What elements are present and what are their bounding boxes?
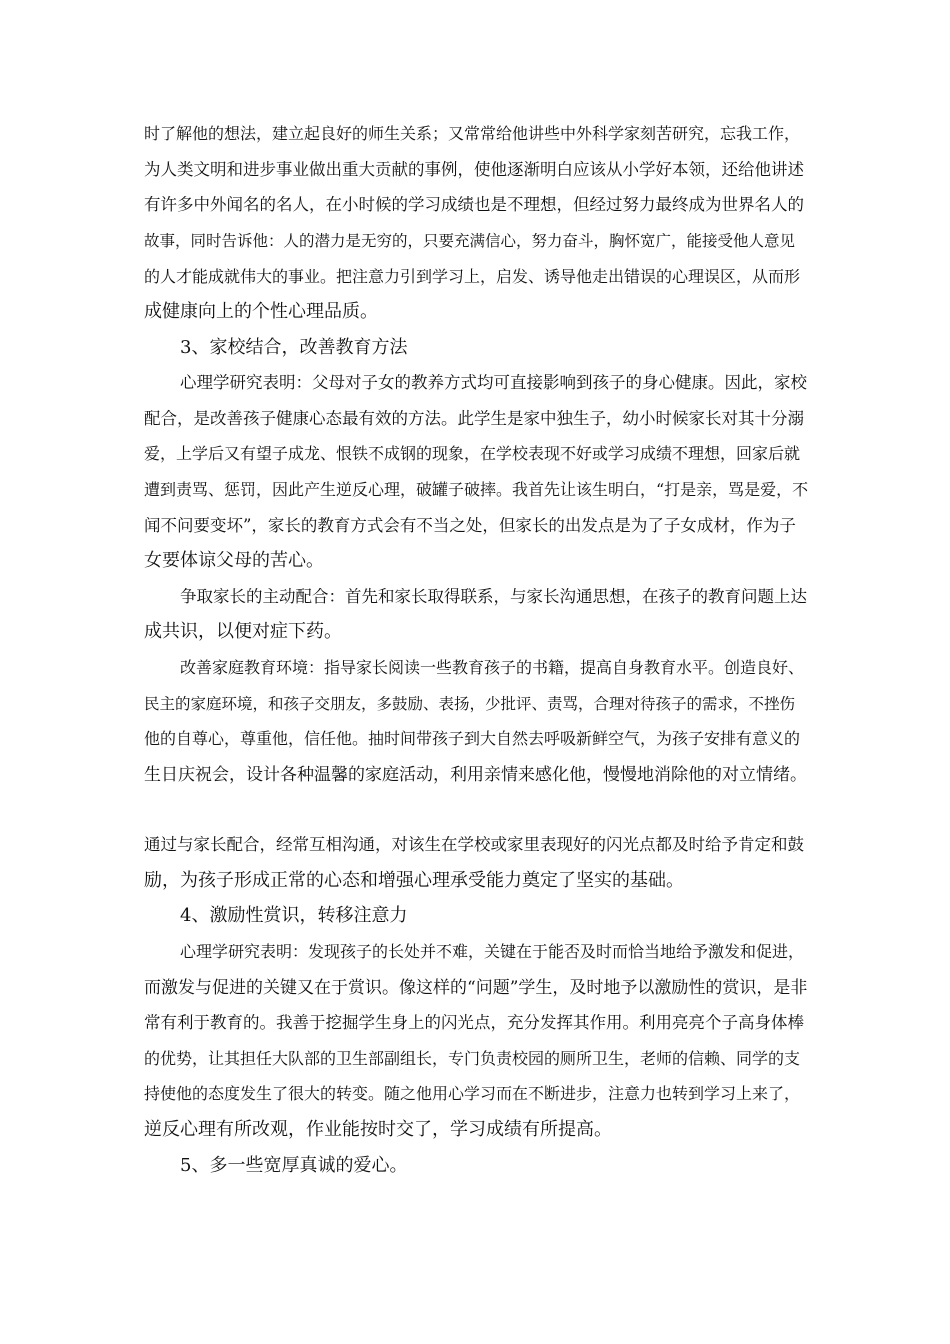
body-line: 的人才能成就伟大的事业。把注意力引到学习上，启发、诱导他走出错误的心理误区，从而形 xyxy=(144,267,801,286)
section-heading: 4、激励性赏识，转移注意力 xyxy=(180,905,408,926)
body-line: 有许多中外闻名的名人，在小时候的学习成绩也是不理想，但经过努力最终成为世界名人的 xyxy=(144,195,804,214)
body-line: 为人类文明和进步事业做出重大贡献的事例，使他逐渐明白应该从小学好本领，还给他讲述 xyxy=(144,160,804,179)
body-line: 闻不问要变坏”，家长的教育方式会有不当之处，但家长的出发点是为了子女成材，作为子 xyxy=(144,516,796,535)
body-line: 生日庆祝会，设计各种温馨的家庭活动，利用亲情来感化他，慢慢地消除他的对立情绪。 xyxy=(144,765,807,785)
body-line: 女要体谅父母的苦心。 xyxy=(144,550,324,571)
body-line: 成健康向上的个性心理品质。 xyxy=(144,301,378,322)
body-line: 持使他的态度发生了很大的转变。随之他用心学习而在不断进步，注意力也转到学习上来了， xyxy=(144,1084,801,1103)
body-line: 成共识，以便对症下药。 xyxy=(144,621,342,642)
body-line: 民主的家庭环境，和孩子交朋友，多鼓励、表扬，少批评、责骂，合理对待孩子的需求，不挫伤 xyxy=(144,695,796,713)
body-line: 励，为孩子形成正常的心态和增强心理承受能力奠定了坚实的基础。 xyxy=(144,870,684,891)
body-line: 常有利于教育的。我善于挖掘学生身上的闪光点，充分发挥其作用。利用亮亮个子高身体棒 xyxy=(144,1013,804,1032)
paragraph-first-line: 改善家庭教育环境：指导家长阅读一些教育孩子的书籍，提高自身教育水平。创造良好、 xyxy=(180,658,805,677)
body-line: 时了解他的想法，建立起良好的师生关系；又常常给他讲些中外科学家刻苦研究，忘我工作， xyxy=(144,124,801,143)
body-line: 而激发与促进的关键又在于赏识。像这样的“问题”学生，及时地予以激励性的赏识，是非 xyxy=(144,978,808,998)
body-line: 配合，是改善孩子健康心态最有效的方法。此学生是家中独生子，幼小时候家长对其十分溺 xyxy=(144,409,804,428)
body-line: 的优势，让其担任大队部的卫生部副组长，专门负责校园的厕所卫生，老师的信赖、同学的支 xyxy=(144,1049,801,1068)
section-heading: 5、多一些宽厚真诚的爱心。 xyxy=(180,1155,408,1176)
section-heading: 3、家校结合，改善教育方法 xyxy=(180,337,408,358)
paragraph-first-line: 心理学研究表明：父母对子女的教养方式均可直接影响到孩子的身心健康。因此，家校 xyxy=(180,373,807,392)
body-line: 逆反心理有所改观，作业能按时交了，学习成绩有所提高。 xyxy=(144,1119,612,1140)
body-line: 他的自尊心，尊重他，信任他。抽时间带孩子到大自然去呼吸新鲜空气，为孩子安排有意义的 xyxy=(144,729,801,748)
body-line: 爱，上学后又有望子成龙、恨铁不成钢的现象，在学校表现不好或学习成绩不理想，回家后就 xyxy=(144,444,801,463)
body-line: 通过与家长配合，经常互相沟通，对该生在学校或家里表现好的闪光点都及时给予肯定和鼓 xyxy=(144,835,804,854)
body-line: 故事，同时告诉他：人的潜力是无穷的，只要充满信心，努力奋斗，胸怀宽广，能接受他人意见 xyxy=(144,232,796,250)
paragraph-first-line: 心理学研究表明：发现孩子的长处并不难，关键在于能否及时而恰当地给予激发和促进， xyxy=(180,942,805,961)
body-line: 遭到责骂、惩罚，因此产生逆反心理，破罐子破摔。我首先让该生明白，“打是亲，骂是爱，不 xyxy=(144,480,809,499)
paragraph-first-line: 争取家长的主动配合：首先和家长取得联系，与家长沟通思想，在孩子的教育问题上达 xyxy=(180,587,807,606)
